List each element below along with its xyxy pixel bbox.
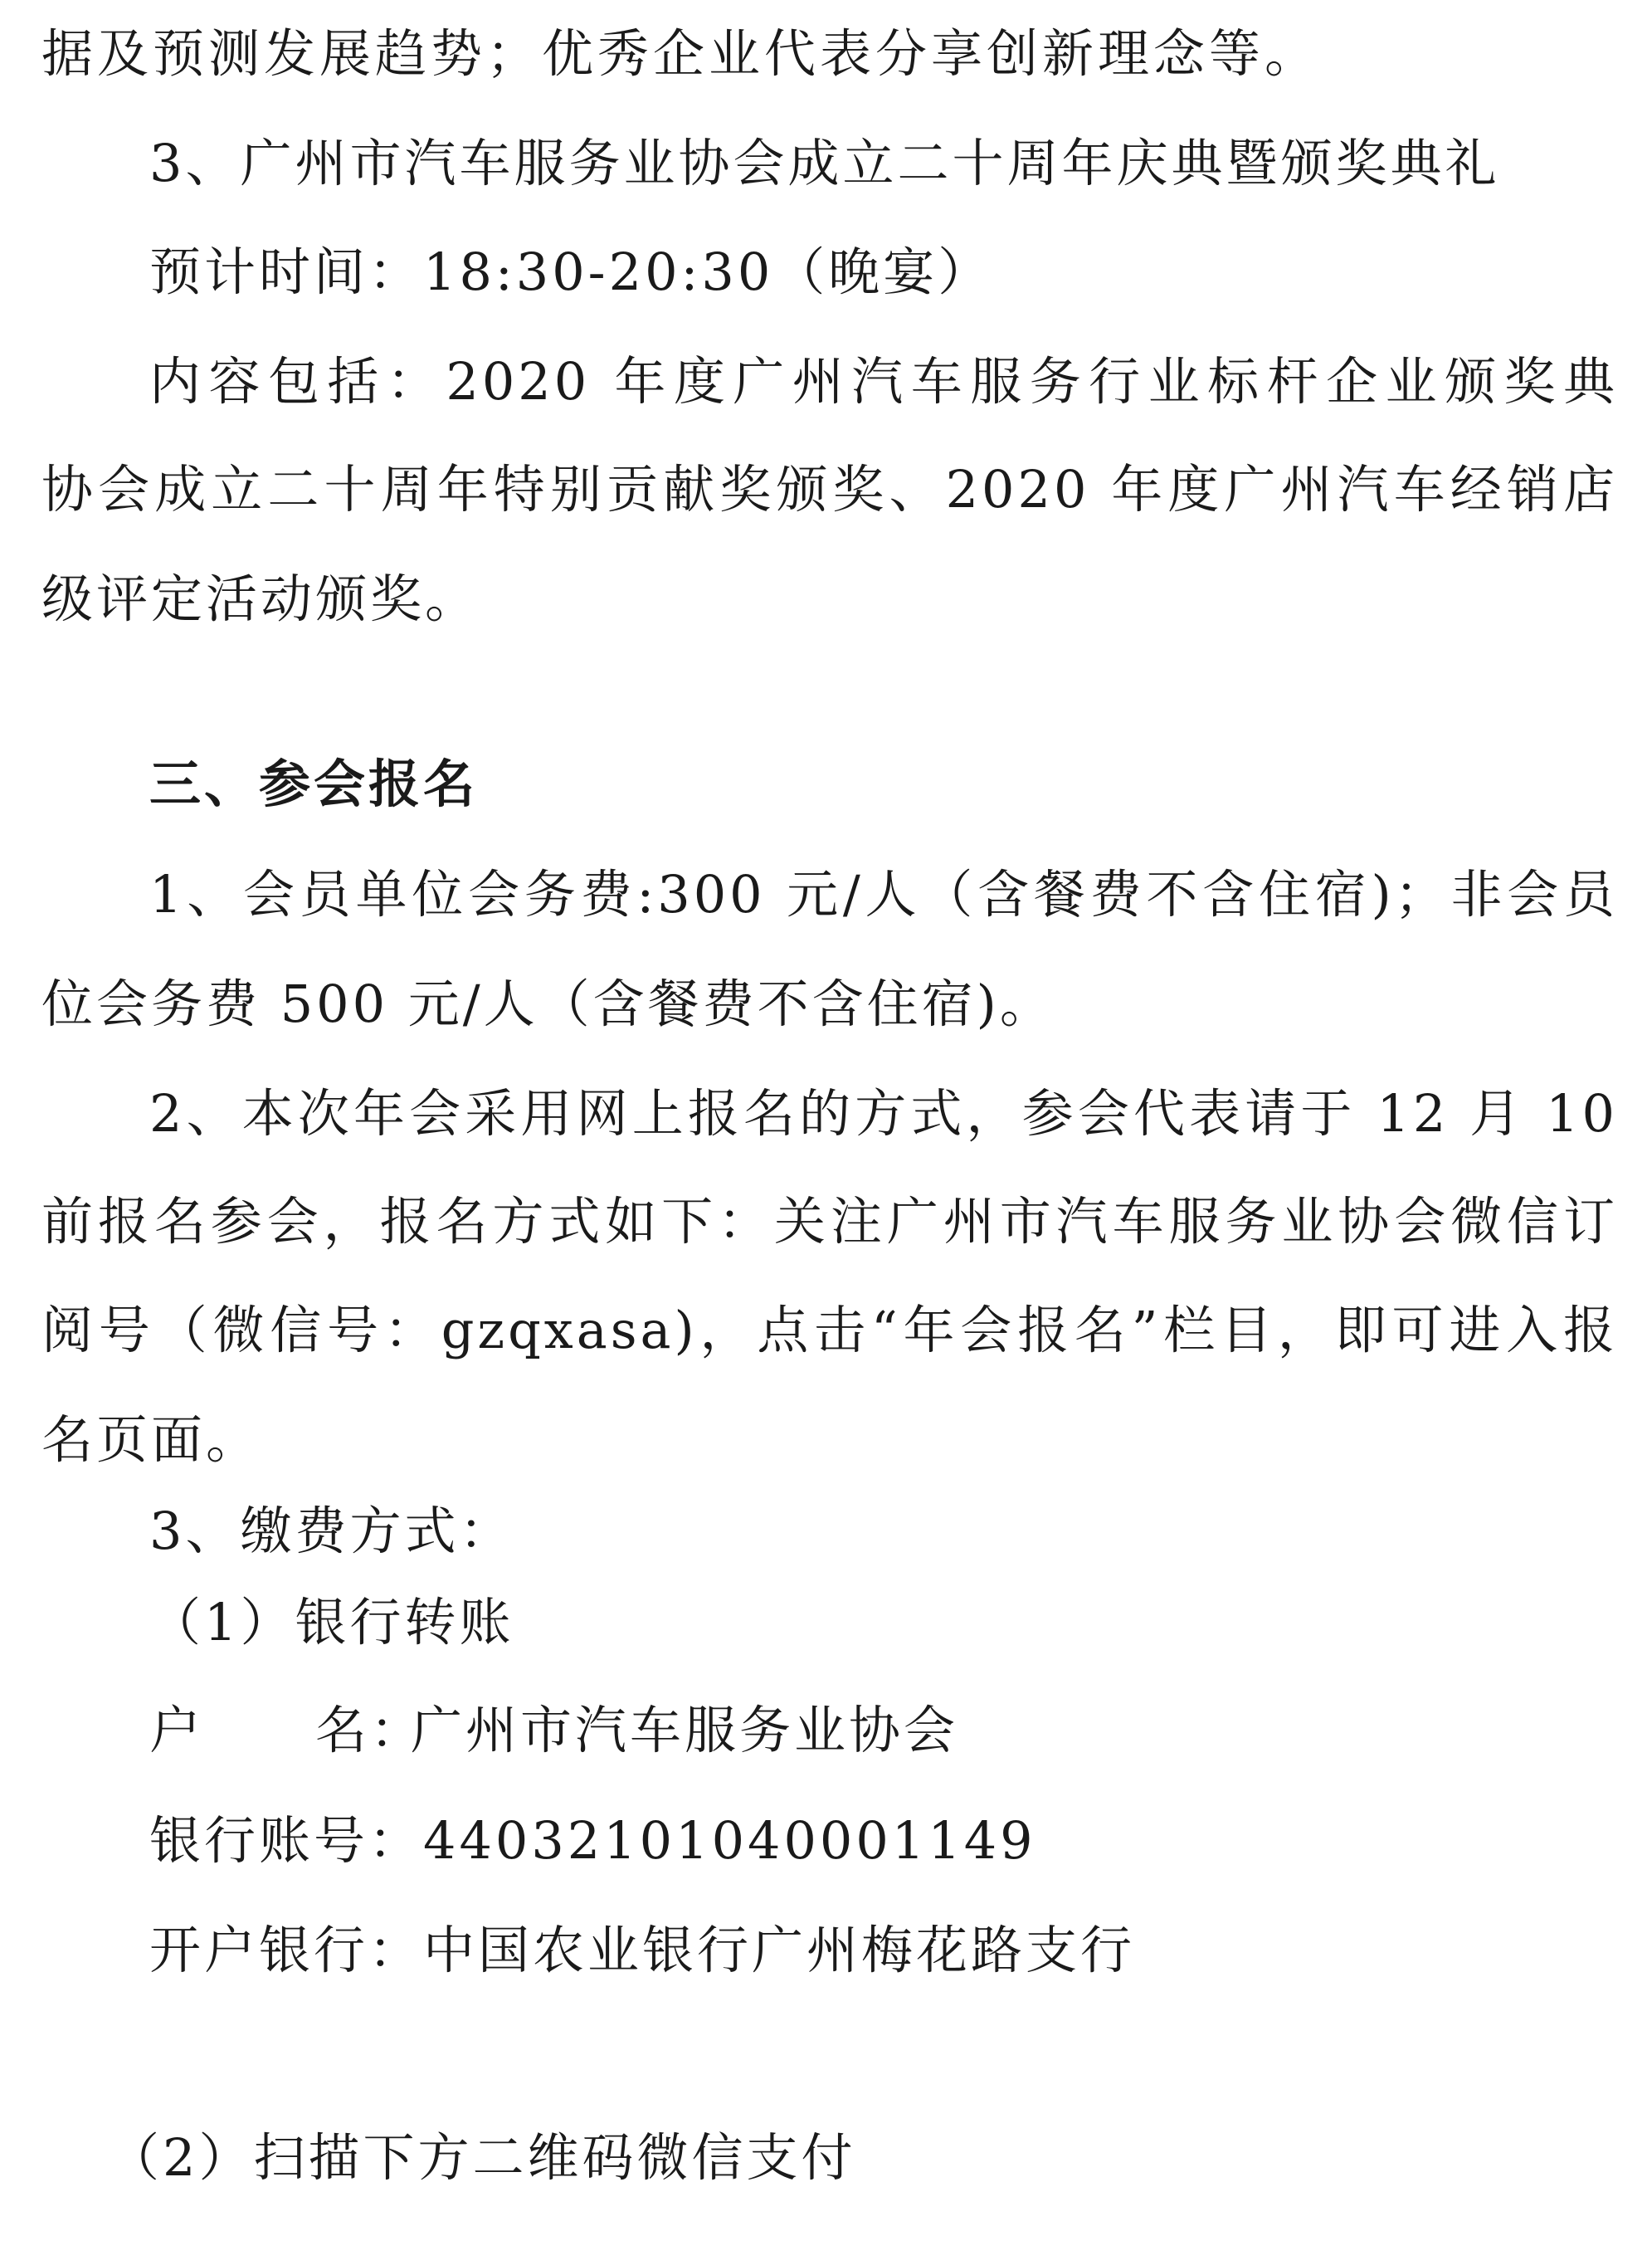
- registration-line-2: 前报名参会，报名方式如下：关注广州市汽车服务业协会微信订: [41, 1191, 1618, 1252]
- content-line-1: 内容包括：2020 年度广州汽车服务行业标杆企业颁奖典: [149, 351, 1618, 412]
- wechat-pay-heading: （2）扫描下方二维码微信支付: [108, 2127, 856, 2188]
- account-name-line: [149, 1697, 1618, 1764]
- content-line-2: 协会成立二十周年特别贡献奖颁奖、2020 年度广州汽车经销店: [41, 459, 1618, 520]
- bank-account-number-line: 银行账号：44032101040001149: [149, 1810, 1036, 1871]
- registration-line-4: 名页面。: [41, 1409, 261, 1470]
- section-item-3-heading: 3、广州市汽车服务业协会成立二十周年庆典暨颁奖典礼: [149, 133, 1500, 193]
- opening-bank-line: 开户银行：中国农业银行广州梅花路支行: [149, 1920, 1136, 1980]
- fee-line-2: 位会务费 500 元/人（含餐费不含住宿)。: [41, 974, 1055, 1034]
- fee-line-1: 1、会员单位会务费:300 元/人（含餐费不含住宿)；非会员: [149, 864, 1618, 925]
- paragraph-line-1: 据及预测发展趋势；优秀企业代表分享创新理念等。: [41, 23, 1319, 84]
- estimated-time-line: 预计时间：18:30-20:30（晚宴）: [149, 242, 993, 302]
- payment-method-heading: 3、缴费方式：: [149, 1501, 514, 1561]
- bank-transfer-heading: （1）银行转账: [149, 1592, 514, 1652]
- section-heading-registration: 三、参会报名: [149, 754, 479, 814]
- account-name-label: 户 名：: [149, 1700, 426, 1760]
- registration-line-1: 2、本次年会采用网上报名的方式，参会代表请于 12 月 10: [149, 1083, 1618, 1144]
- registration-line-3: 阅号（微信号：gzqxasa)，点击“年会报名”栏目，即可进入报: [41, 1300, 1618, 1360]
- account-name-value: 广州市汽车服务业协会: [411, 1700, 959, 1760]
- content-line-3: 级评定活动颁奖。: [41, 569, 480, 629]
